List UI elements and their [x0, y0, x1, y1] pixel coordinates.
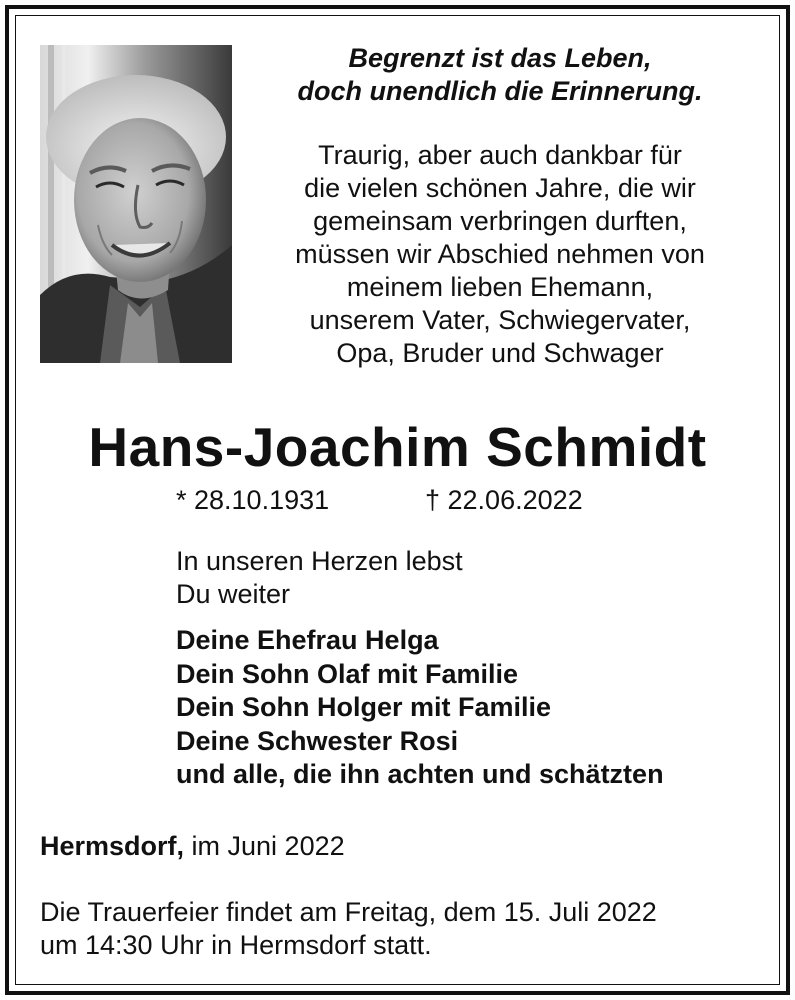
closing-phrase — [176, 545, 463, 611]
mourner-line: und alle, die ihn achten und schätzten — [176, 759, 664, 789]
mourners-list — [176, 624, 664, 792]
intro-line: müssen wir Abschied nehmen von — [295, 239, 705, 269]
portrait-photo — [40, 45, 232, 363]
intro-line: meinem lieben Ehemann, — [346, 272, 654, 302]
funeral-line: um 14:30 Uhr in Hermsdorf statt. — [40, 930, 432, 960]
closing-line: In unseren Herzen lebst — [176, 546, 463, 576]
mourner-line: Dein Sohn Olaf mit Familie — [176, 658, 519, 689]
intro-line: unserem Vater, Schwiegervater, — [309, 305, 691, 335]
death-date: † 22.06.2022 — [425, 485, 583, 515]
place-name: Hermsdorf, — [40, 831, 185, 861]
funeral-notice — [40, 896, 760, 962]
issue-date: im Juni 2022 — [184, 831, 345, 861]
intro-line: gemeinsam verbringen durften, — [313, 206, 687, 236]
intro-line: die vielen schönen Jahre, die wir — [304, 173, 696, 203]
motto-quote — [245, 42, 755, 108]
motto-line: doch unendlich die Erinnerung. — [297, 76, 703, 106]
mourner-line: Deine Ehefrau Helga — [176, 625, 439, 655]
intro-line: Opa, Bruder und Schwager — [336, 338, 664, 368]
deceased-name: Hans-Joachim Schmidt — [88, 416, 707, 478]
closing-line: Du weiter — [176, 579, 291, 609]
place-and-date — [40, 830, 345, 863]
portrait-image — [40, 45, 232, 363]
funeral-line: Die Trauerfeier findet am Freitag, dem 15. Juli 2022 — [40, 897, 657, 927]
intro-line: Traurig, aber auch dankbar für — [318, 140, 682, 170]
intro-text — [245, 139, 755, 370]
motto-line: Begrenzt ist das Leben, — [348, 43, 652, 73]
birth-date: * 28.10.1931 — [176, 485, 330, 515]
mourner-line: Dein Sohn Holger mit Familie — [176, 692, 552, 722]
mourner-line: Deine Schwester Rosi — [176, 725, 459, 756]
